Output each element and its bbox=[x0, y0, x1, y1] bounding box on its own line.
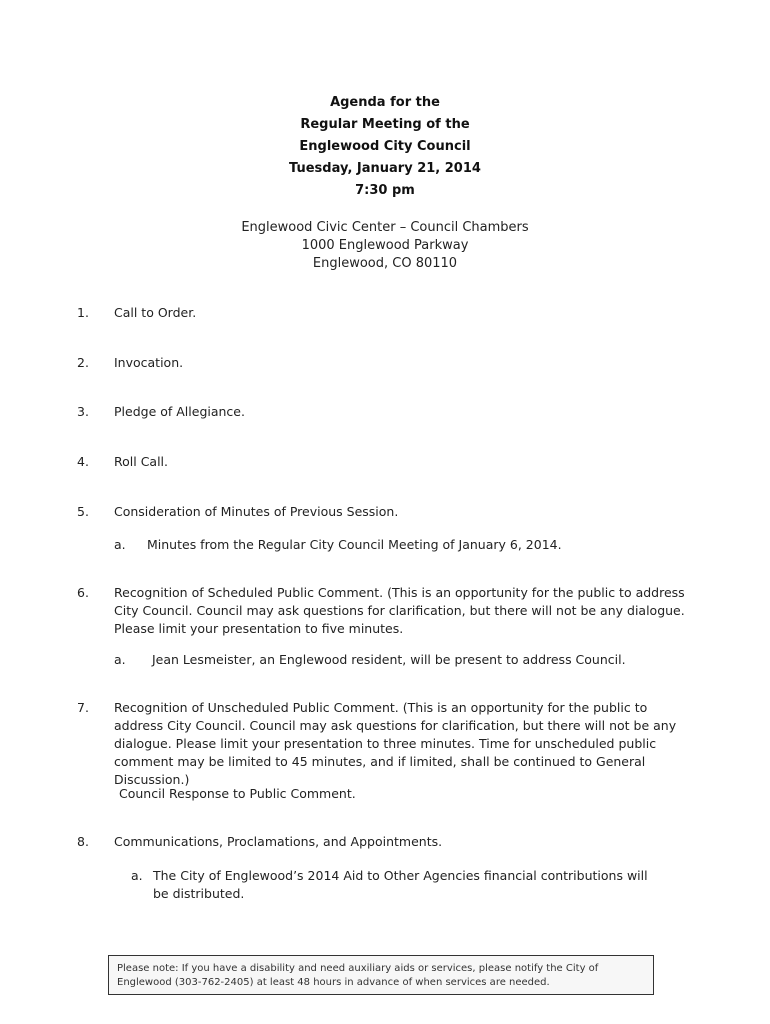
title-line-2: Regular Meeting of the bbox=[300, 117, 470, 132]
item-number: 1. bbox=[77, 305, 89, 320]
title-line-1: Agenda for the bbox=[330, 95, 440, 110]
item-text: Call to Order. bbox=[114, 305, 197, 320]
subitem-letter: a. bbox=[114, 652, 126, 667]
item-number: 7. bbox=[77, 700, 89, 715]
subitem-text: Jean Lesmeister, an Englewood resident, will be present to address Council. bbox=[152, 652, 626, 667]
agenda-subitem-5a bbox=[114, 536, 694, 554]
venue-address bbox=[235, 219, 535, 273]
item-text: Recognition of Unscheduled Public Comment. (This is an opportunity for the public to address City Council. Council may ask questions for clarification, but there will not be any dialogue. Please limit your presentation to three minutes. Time for unscheduled public comment may be limited to 45 minutes, and if limited, shall be continued to General Discussion.) bbox=[114, 700, 677, 787]
agenda-item-1 bbox=[77, 304, 697, 322]
item-number: 6. bbox=[77, 585, 89, 600]
meeting-time: 7:30 pm bbox=[355, 183, 415, 198]
agenda-subitem-8a bbox=[131, 867, 651, 903]
agenda-item-3 bbox=[77, 403, 697, 421]
agenda-item-6 bbox=[77, 584, 697, 638]
subitem-letter: a. bbox=[131, 868, 143, 883]
item-number: 5. bbox=[77, 504, 89, 519]
item-text: Invocation. bbox=[114, 355, 184, 370]
item-number: 3. bbox=[77, 404, 89, 419]
agenda-item-4 bbox=[77, 453, 697, 471]
council-response: Council Response to Public Comment. bbox=[119, 786, 356, 801]
venue-street: 1000 Englewood Parkway bbox=[301, 238, 469, 253]
agenda-item-7 bbox=[77, 699, 697, 789]
agenda-subitem-6a bbox=[114, 651, 694, 669]
agenda-item-2 bbox=[77, 354, 697, 372]
subitem-text: Minutes from the Regular City Council Meeting of January 6, 2014. bbox=[147, 537, 562, 552]
venue-city: Englewood, CO 80110 bbox=[312, 256, 458, 271]
item-text: Communications, Proclamations, and Appointments. bbox=[114, 834, 443, 849]
item-text: Roll Call. bbox=[114, 454, 168, 469]
item-number: 4. bbox=[77, 454, 89, 469]
item-number: 8. bbox=[77, 834, 89, 849]
venue-name: Englewood Civic Center – Council Chambers bbox=[241, 220, 529, 235]
title-line-3: Englewood City Council bbox=[299, 139, 471, 154]
agenda-title-block bbox=[230, 92, 540, 202]
agenda-item-5 bbox=[77, 503, 697, 521]
meeting-date: Tuesday, January 21, 2014 bbox=[289, 161, 481, 176]
subitem-letter: a. bbox=[114, 537, 126, 552]
subitem-text: The City of Englewood’s 2014 Aid to Other Agencies financial contributions will be distributed. bbox=[153, 868, 648, 901]
agenda-item-8 bbox=[77, 833, 697, 851]
item-text: Recognition of Scheduled Public Comment. (This is an opportunity for the public to address City Council. Council may ask questions for clarification, but there will not be any dialogue. Please limit your presentation to five minutes. bbox=[114, 585, 685, 636]
accessibility-notice: Please note: If you have a disability and need auxiliary aids or services, please notify the City of Englewood (303-762-2405) at least 48 hours in advance of when services are needed. bbox=[108, 955, 654, 995]
item-text: Consideration of Minutes of Previous Session. bbox=[114, 504, 399, 519]
item-text: Pledge of Allegiance. bbox=[114, 404, 245, 419]
item-number: 2. bbox=[77, 355, 89, 370]
